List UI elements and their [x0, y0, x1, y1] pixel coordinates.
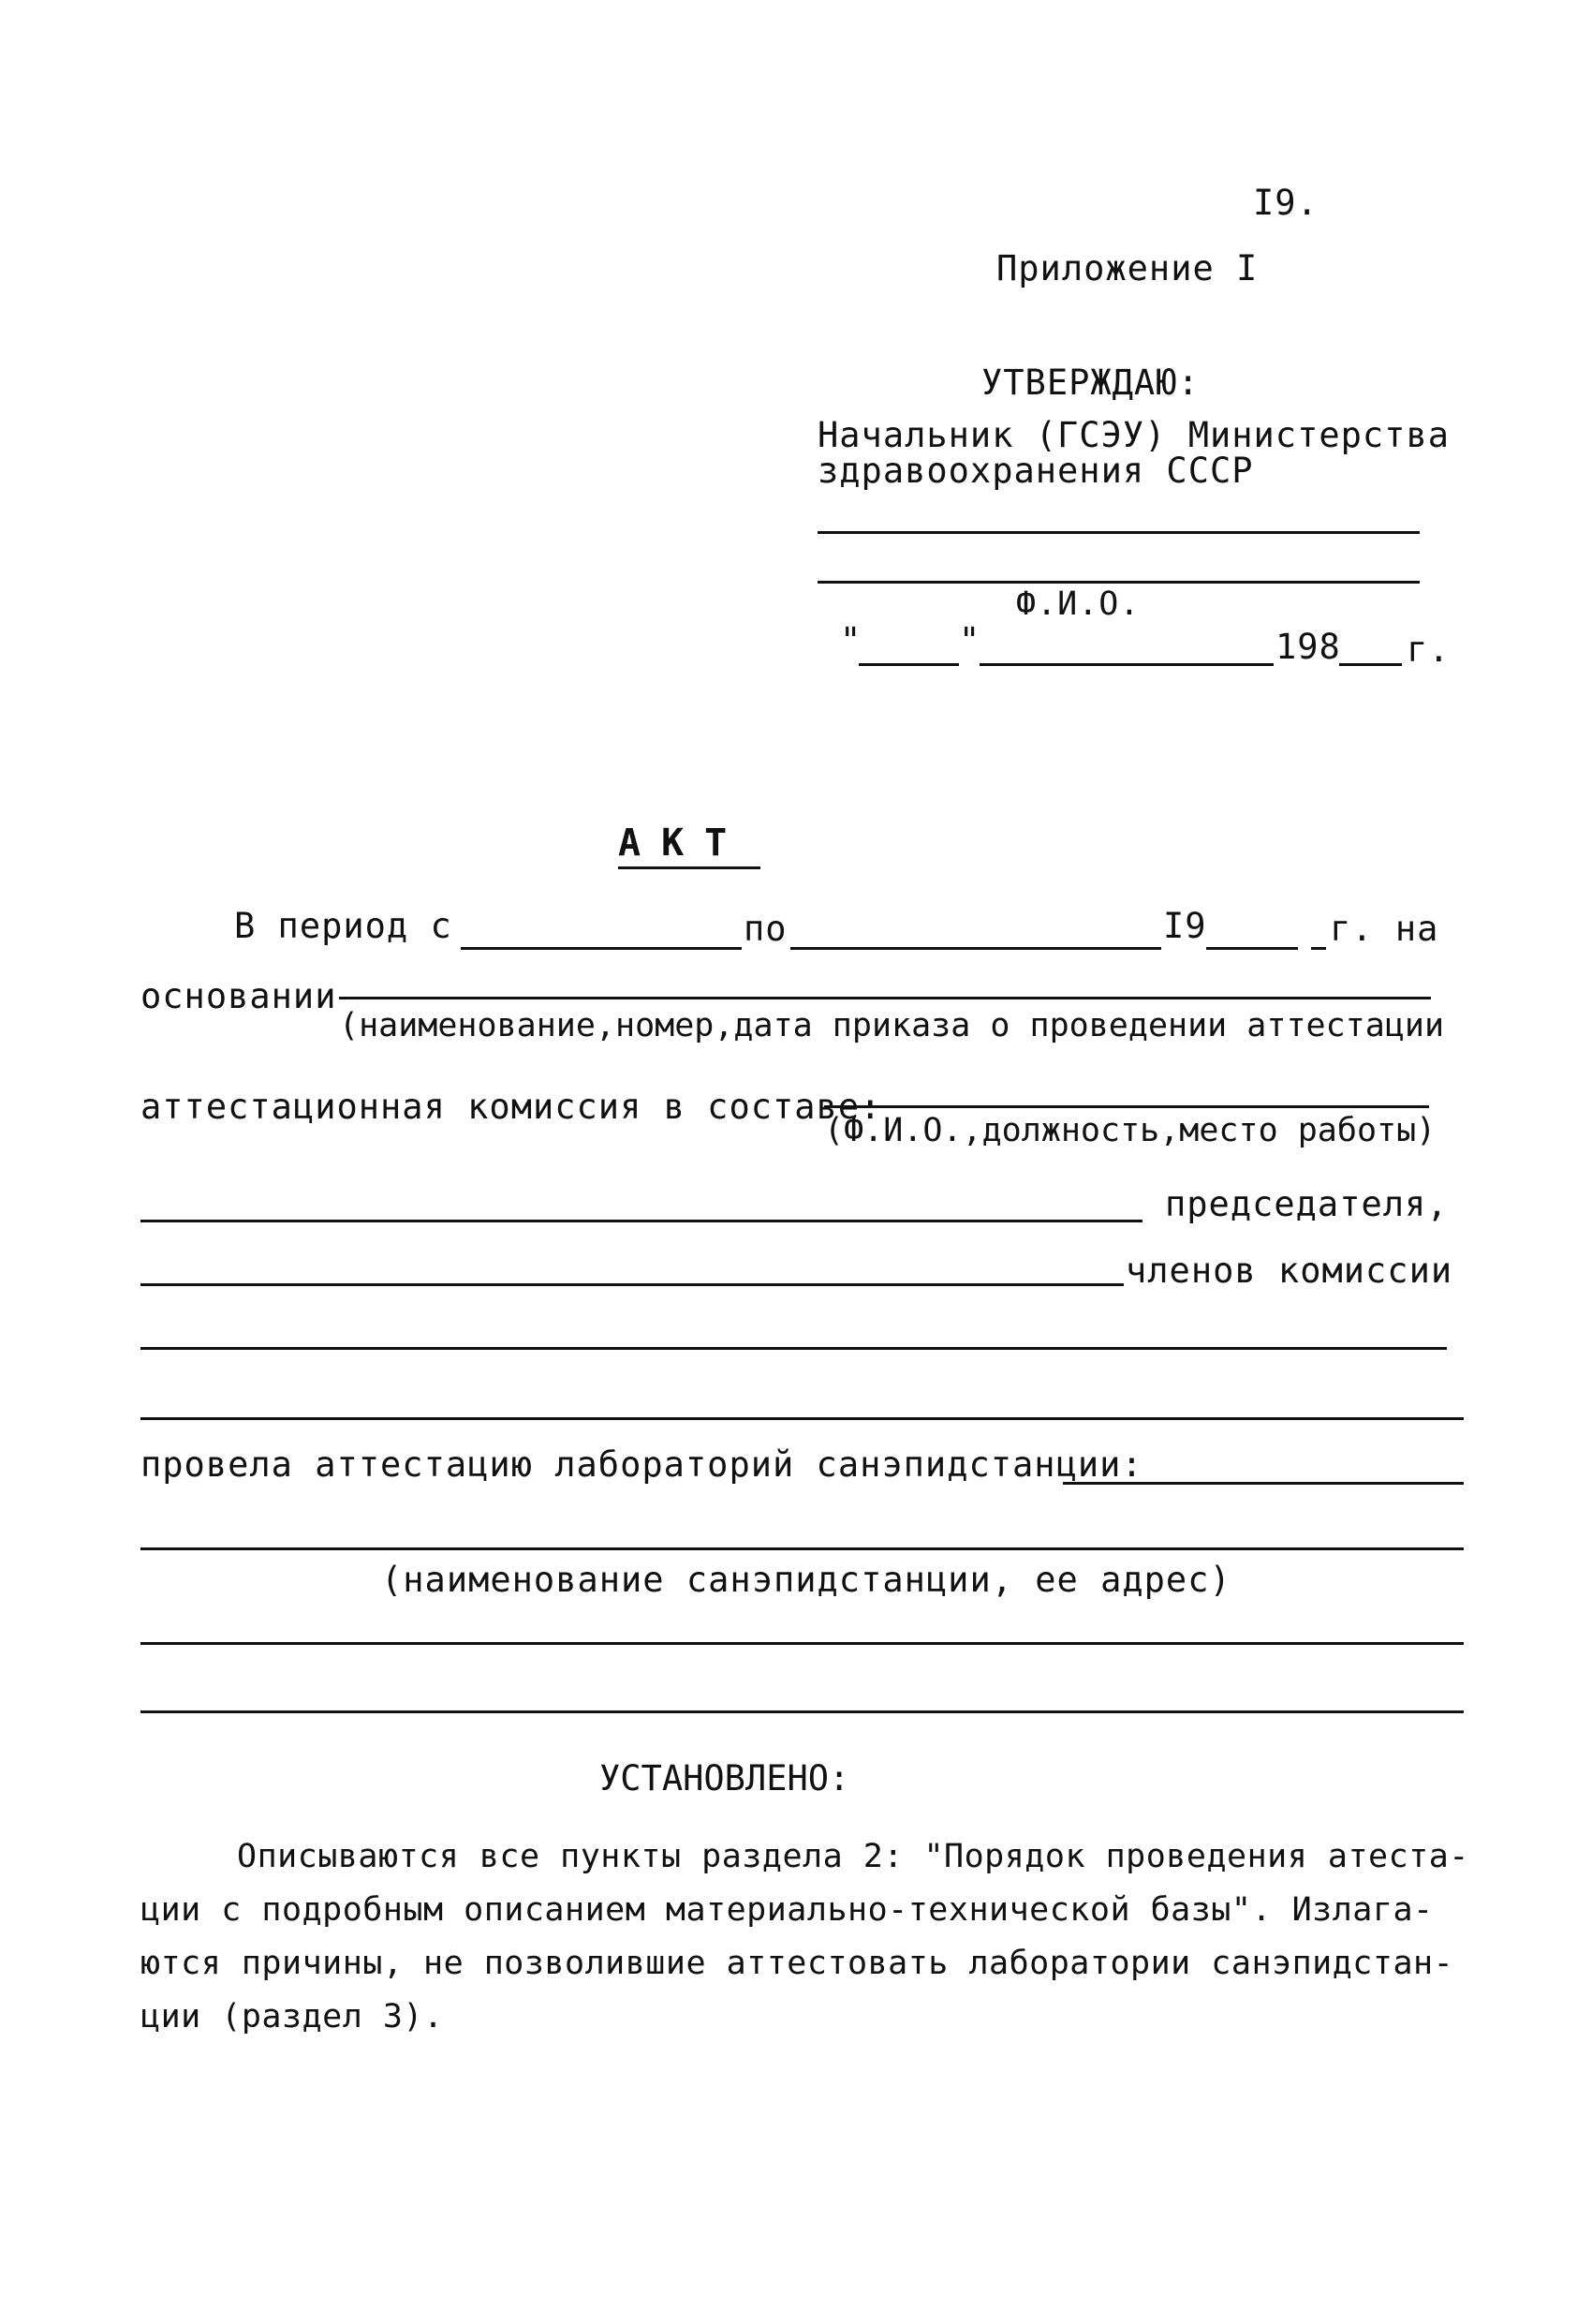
approval-heading: УТВЕРЖДАЮ:: [981, 363, 1200, 403]
basis-line: [339, 997, 1431, 999]
signature-line-1: [818, 531, 1420, 534]
station-line: [140, 1547, 1464, 1550]
period-year-line-tail: [1311, 947, 1326, 950]
title-underline: [618, 866, 760, 869]
paragraph-line-2: ции с подробным описанием материально-технической базы". Излага-: [140, 1891, 1434, 1929]
blank-line-4: [140, 1710, 1464, 1713]
station-caption: (наименование санэпидстанции, ее адрес): [381, 1560, 1231, 1600]
established-heading: УСТАНОВЛЕНО:: [599, 1758, 850, 1799]
document-title: АКТ: [618, 822, 748, 865]
members-line: [140, 1283, 1124, 1286]
chairman-label: председателя,: [1165, 1184, 1449, 1224]
date-quote-close: ": [959, 620, 981, 660]
page-number: I9.: [1253, 183, 1319, 223]
period-year: I9: [1163, 906, 1207, 946]
approval-line-2: здравоохранения СССР: [818, 451, 1254, 491]
signature-line-2: [818, 581, 1420, 584]
paragraph-line-4: ции (раздел 3).: [140, 1998, 444, 2035]
commission-line: [824, 1105, 1429, 1108]
blank-line-2: [140, 1417, 1464, 1420]
members-label: членов комиссии: [1126, 1251, 1453, 1291]
basis-caption: (наименование,номер,дата приказа о проведении аттестации: [339, 1007, 1445, 1044]
date-day-line: [859, 663, 959, 666]
appendix-label: Приложение I: [996, 248, 1259, 289]
conducted-line: [1063, 1482, 1464, 1485]
commission-caption: (Ф.И.О.,должность,место работы): [824, 1112, 1437, 1149]
date-year-prefix: 198: [1275, 627, 1341, 667]
basis-label: основании: [140, 976, 337, 1016]
period-end-line: [790, 947, 1161, 950]
period-prefix: В период с: [234, 906, 452, 946]
fio-caption: Ф.И.О.: [1016, 585, 1141, 623]
period-suffix: г. на: [1330, 909, 1439, 949]
period-to: по: [744, 909, 788, 949]
date-year-line: [1339, 663, 1402, 666]
date-month-line: [980, 663, 1274, 666]
period-year-line: [1206, 947, 1298, 950]
chairman-line: [140, 1220, 1142, 1222]
approval-line-1: Начальник (ГСЭУ) Министерства: [818, 415, 1451, 455]
date-year-suffix: г.: [1407, 629, 1451, 670]
paragraph-line-1: Описываются все пункты раздела 2: "Порядок проведения атеста-: [237, 1838, 1469, 1875]
blank-line-3: [140, 1642, 1464, 1645]
conducted-label: провела аттестацию лабораторий санэпидстанции:: [140, 1444, 1143, 1485]
commission-label: аттестационная комиссия в составе:: [140, 1087, 882, 1127]
paragraph-line-3: ются причины, не позволившие аттестовать лаборатории санэпидстан-: [140, 1945, 1454, 1982]
blank-line-1: [140, 1347, 1447, 1350]
date-quote-open: ": [840, 620, 862, 660]
period-start-line: [461, 947, 742, 950]
